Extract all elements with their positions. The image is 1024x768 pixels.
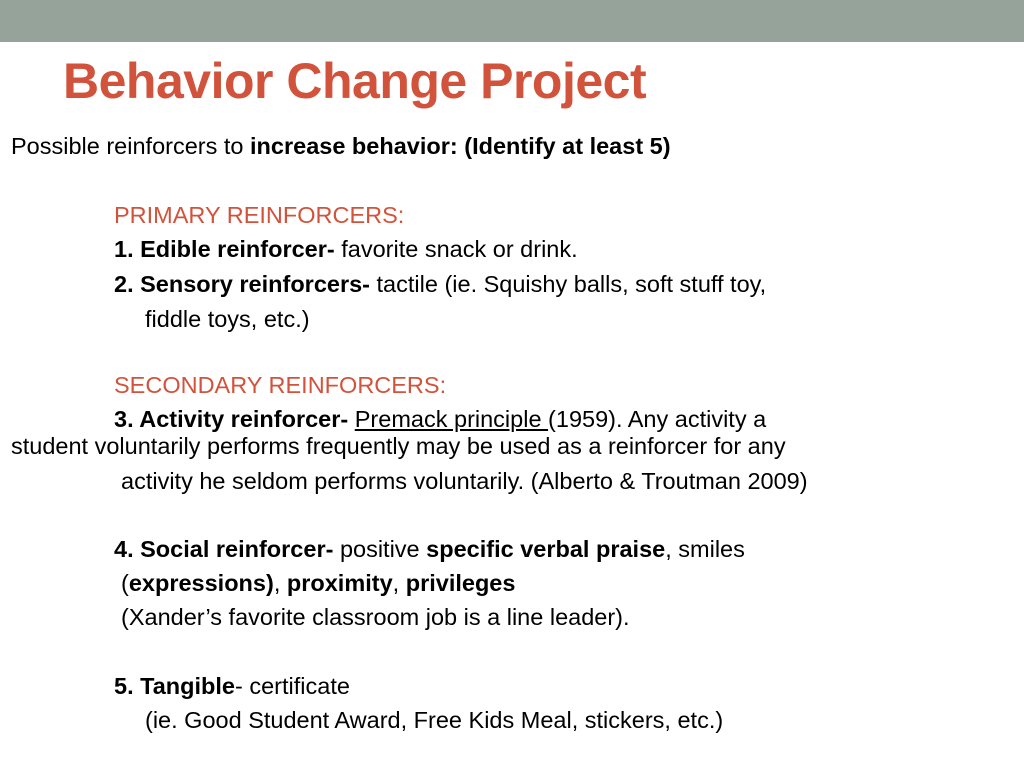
item-2-text: tactile (ie. Squishy balls, soft stuff toy,: [370, 271, 767, 297]
item-5-continued: (ie. Good Student Award, Free Kids Meal, stickers, etc.): [145, 707, 724, 733]
item-4-expressions: expressions): [128, 570, 274, 596]
intro-line: [11, 132, 671, 160]
item-1-label: 1. Edible reinforcer-: [114, 236, 335, 262]
primary-heading: PRIMARY REINFORCERS:: [114, 202, 405, 228]
item-2-continued: fiddle toys, etc.): [145, 306, 310, 332]
intro-bold: increase behavior: (Identify at least 5): [250, 133, 671, 159]
item-3-label: 3. Activity reinforcer-: [114, 406, 349, 432]
item-5-label: 5. Tangible: [114, 673, 235, 699]
item-4-comma-1: ,: [273, 570, 287, 596]
item-4-bold-praise: specific verbal praise: [426, 536, 666, 562]
item-3-line-2: student voluntarily performs frequently may be used as a reinforcer for any: [11, 433, 786, 459]
item-4-line-3: (Xander’s favorite classroom job is a line leader).: [121, 604, 630, 630]
item-3-line-3: activity he seldom performs voluntarily. (Alberto & Troutman 2009): [121, 468, 808, 494]
item-4-line-2: [121, 569, 515, 597]
item-5-text: - certificate: [235, 673, 350, 699]
slide-title: Behavior Change Project: [63, 53, 647, 109]
item-4-text-2: , smiles: [665, 536, 745, 562]
item-4-text-1: positive: [333, 536, 427, 562]
intro-plain: Possible reinforcers to: [11, 133, 251, 159]
item-4: [114, 535, 745, 563]
item-3-text: (1959). Any activity a: [548, 406, 767, 432]
item-4-comma-2: ,: [392, 570, 406, 596]
item-5: [114, 672, 350, 700]
item-1-text: favorite snack or drink.: [334, 236, 578, 262]
item-2-label: 2. Sensory reinforcers-: [114, 271, 370, 297]
item-1: [114, 235, 578, 263]
item-4-proximity: proximity: [286, 570, 393, 596]
item-4-paren: (: [121, 570, 129, 596]
item-4-label: 4. Social reinforcer-: [114, 536, 334, 562]
item-4-privileges: privileges: [405, 570, 516, 596]
top-bar: [0, 0, 1024, 42]
premack-principle-link[interactable]: Premack principle: [354, 406, 549, 432]
secondary-heading: SECONDARY REINFORCERS:: [114, 372, 447, 398]
item-3: [114, 405, 766, 433]
item-2: [114, 270, 766, 298]
